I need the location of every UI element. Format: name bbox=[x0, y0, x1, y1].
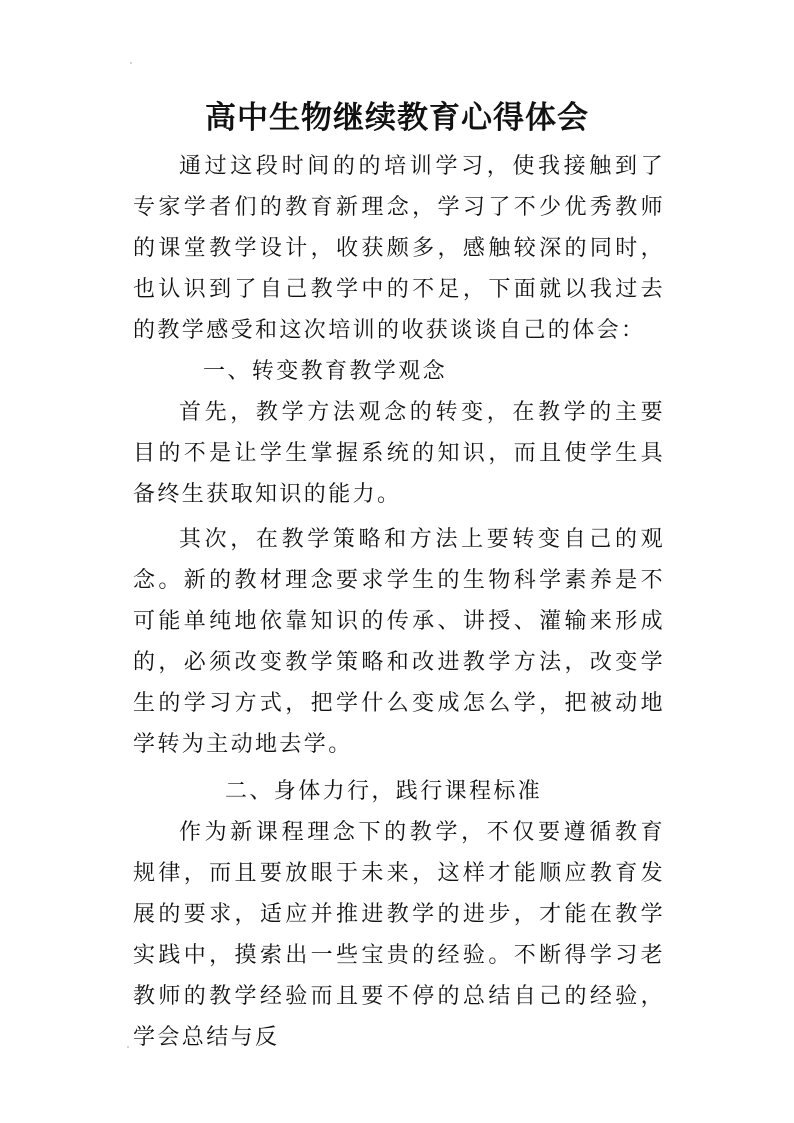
section-1-paragraph-1: 首先，教学方法观念的转变，在教学的主要目的不是让学生掌握系统的知识，而且使学生具备终生获取知识的能力。 bbox=[133, 400, 665, 507]
section-1-heading: 一、转变教育教学观念 bbox=[203, 359, 448, 384]
document-title: 高中生物继续教育心得体会 bbox=[205, 100, 589, 136]
scan-speck bbox=[127, 1046, 129, 1048]
section-1-paragraph-2: 其次，在教学策略和方法上要转变自己的观念。新的教材理念要求学生的生物科学素养是不可能单纯地依靠知识的传承、讲授、灌输来形成的，必须改变教学策略和改进教学方法，改变学生的学习方式，把学什么变成怎么学，把被动地学转为主动地去学。 bbox=[133, 527, 665, 757]
section-2-paragraph-1: 作为新课程理念下的教学，不仅要遵循教育规律，而且要放眼于未来，这样才能顺应教育发展的要求，适应并推进教学的进步，才能在教学实践中，摸索出一些宝贵的经验。不断得学习老教师的教学经验而且要不停的总结自己的经验，学会总结与反 bbox=[133, 820, 665, 1050]
section-2-heading: 二、身体力行，践行课程标准 bbox=[225, 779, 543, 804]
scan-speck bbox=[130, 62, 132, 64]
document-body bbox=[133, 146, 665, 1058]
intro-paragraph: 通过这段时间的的培训学习，使我接触到了专家学者们的教育新理念，学习了不少优秀教师的课堂教学设计，收获颇多，感触较深的同时，也认识到了自己教学中的不足，下面就以我过去的教学感受和这次培训的收获谈谈自己的体会： bbox=[133, 154, 665, 343]
